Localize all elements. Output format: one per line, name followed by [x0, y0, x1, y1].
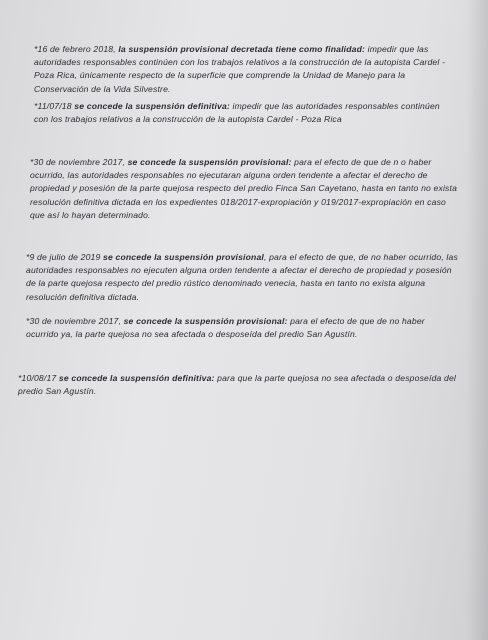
- paragraph-1: [34, 43, 450, 96]
- paragraph-6-heading: se concede la suspensión definitiva:: [56, 373, 215, 383]
- paragraph-6-text: para que la parte quejosa no sea afectada o desposeída del predio San Agustín.: [18, 373, 456, 397]
- paragraph-4-heading: se concede la suspensión provisional: [100, 252, 264, 262]
- paragraph-1-heading: la suspensión provisional decretada tiene como finalidad:: [115, 44, 366, 54]
- paragraph-5-heading: se concede la suspensión provisional:: [121, 316, 288, 326]
- paragraph-4-date: *9 de julio de 2019: [26, 252, 101, 262]
- paragraph-3: [30, 156, 460, 222]
- paragraph-5-text: para el efecto de que de no haber ocurrido ya, la parte quejosa no sea afectada o desposeída del predio San Agustín.: [26, 316, 425, 340]
- paragraph-6: [18, 372, 468, 398]
- page-edge-shadow: [466, 0, 488, 640]
- paragraph-2-heading: se concede la suspensión definitiva:: [71, 101, 230, 111]
- paragraph-4: [26, 251, 462, 304]
- paragraph-2: [34, 100, 450, 126]
- paragraph-5-date: *30 de noviembre 2017,: [26, 316, 122, 326]
- paragraph-5: [26, 315, 456, 341]
- paragraph-4-text: , para el efecto de que, de no haber ocurrido, las autoridades responsables no ejecuten alguna orden tendente a afectar el derecho de propiedad y posesión de la parte quejosa respecto del predio rústico denominado venecia, hasta en tanto no exista alguna resolución definitiva dictada.: [26, 252, 458, 302]
- paragraph-1-date: *16 de febrero 2018,: [34, 44, 116, 54]
- paragraph-6-date: *10/08/17: [18, 373, 57, 383]
- paragraph-3-text: para el efecto de que de n o haber ocurrido, las autoridades responsables no ejecutaran alguna orden tendente a afectar el derecho de propiedad y posesión de la parte quejosa respecto del predio Finca San Cayetano, hasta en tanto no exista resolución definitiva dictada en los expedientes 018/2017-expropiación y 019/2017-expropiación en caso que así lo hayan determinado.: [30, 157, 458, 220]
- paragraph-2-text: impedir que las autoridades responsables continúen con los trabajos relativos a la construcción de la autopista Cardel - Poza Rica: [34, 101, 440, 125]
- paragraph-3-date: *30 de noviembre 2017,: [30, 157, 126, 167]
- paragraph-3-heading: se concede la suspensión provisional:: [125, 157, 292, 167]
- paragraph-1-text: impedir que las autoridades responsables continúen con los trabajos relativos a la construcción de la autopista Cardel - Poza Rica, únicamente respecto de la superficie que comprende la Unidad de Manejo para la Conservación de la Vida Silvestre.: [34, 44, 446, 94]
- paragraph-2-date: *11/07/18: [34, 101, 72, 111]
